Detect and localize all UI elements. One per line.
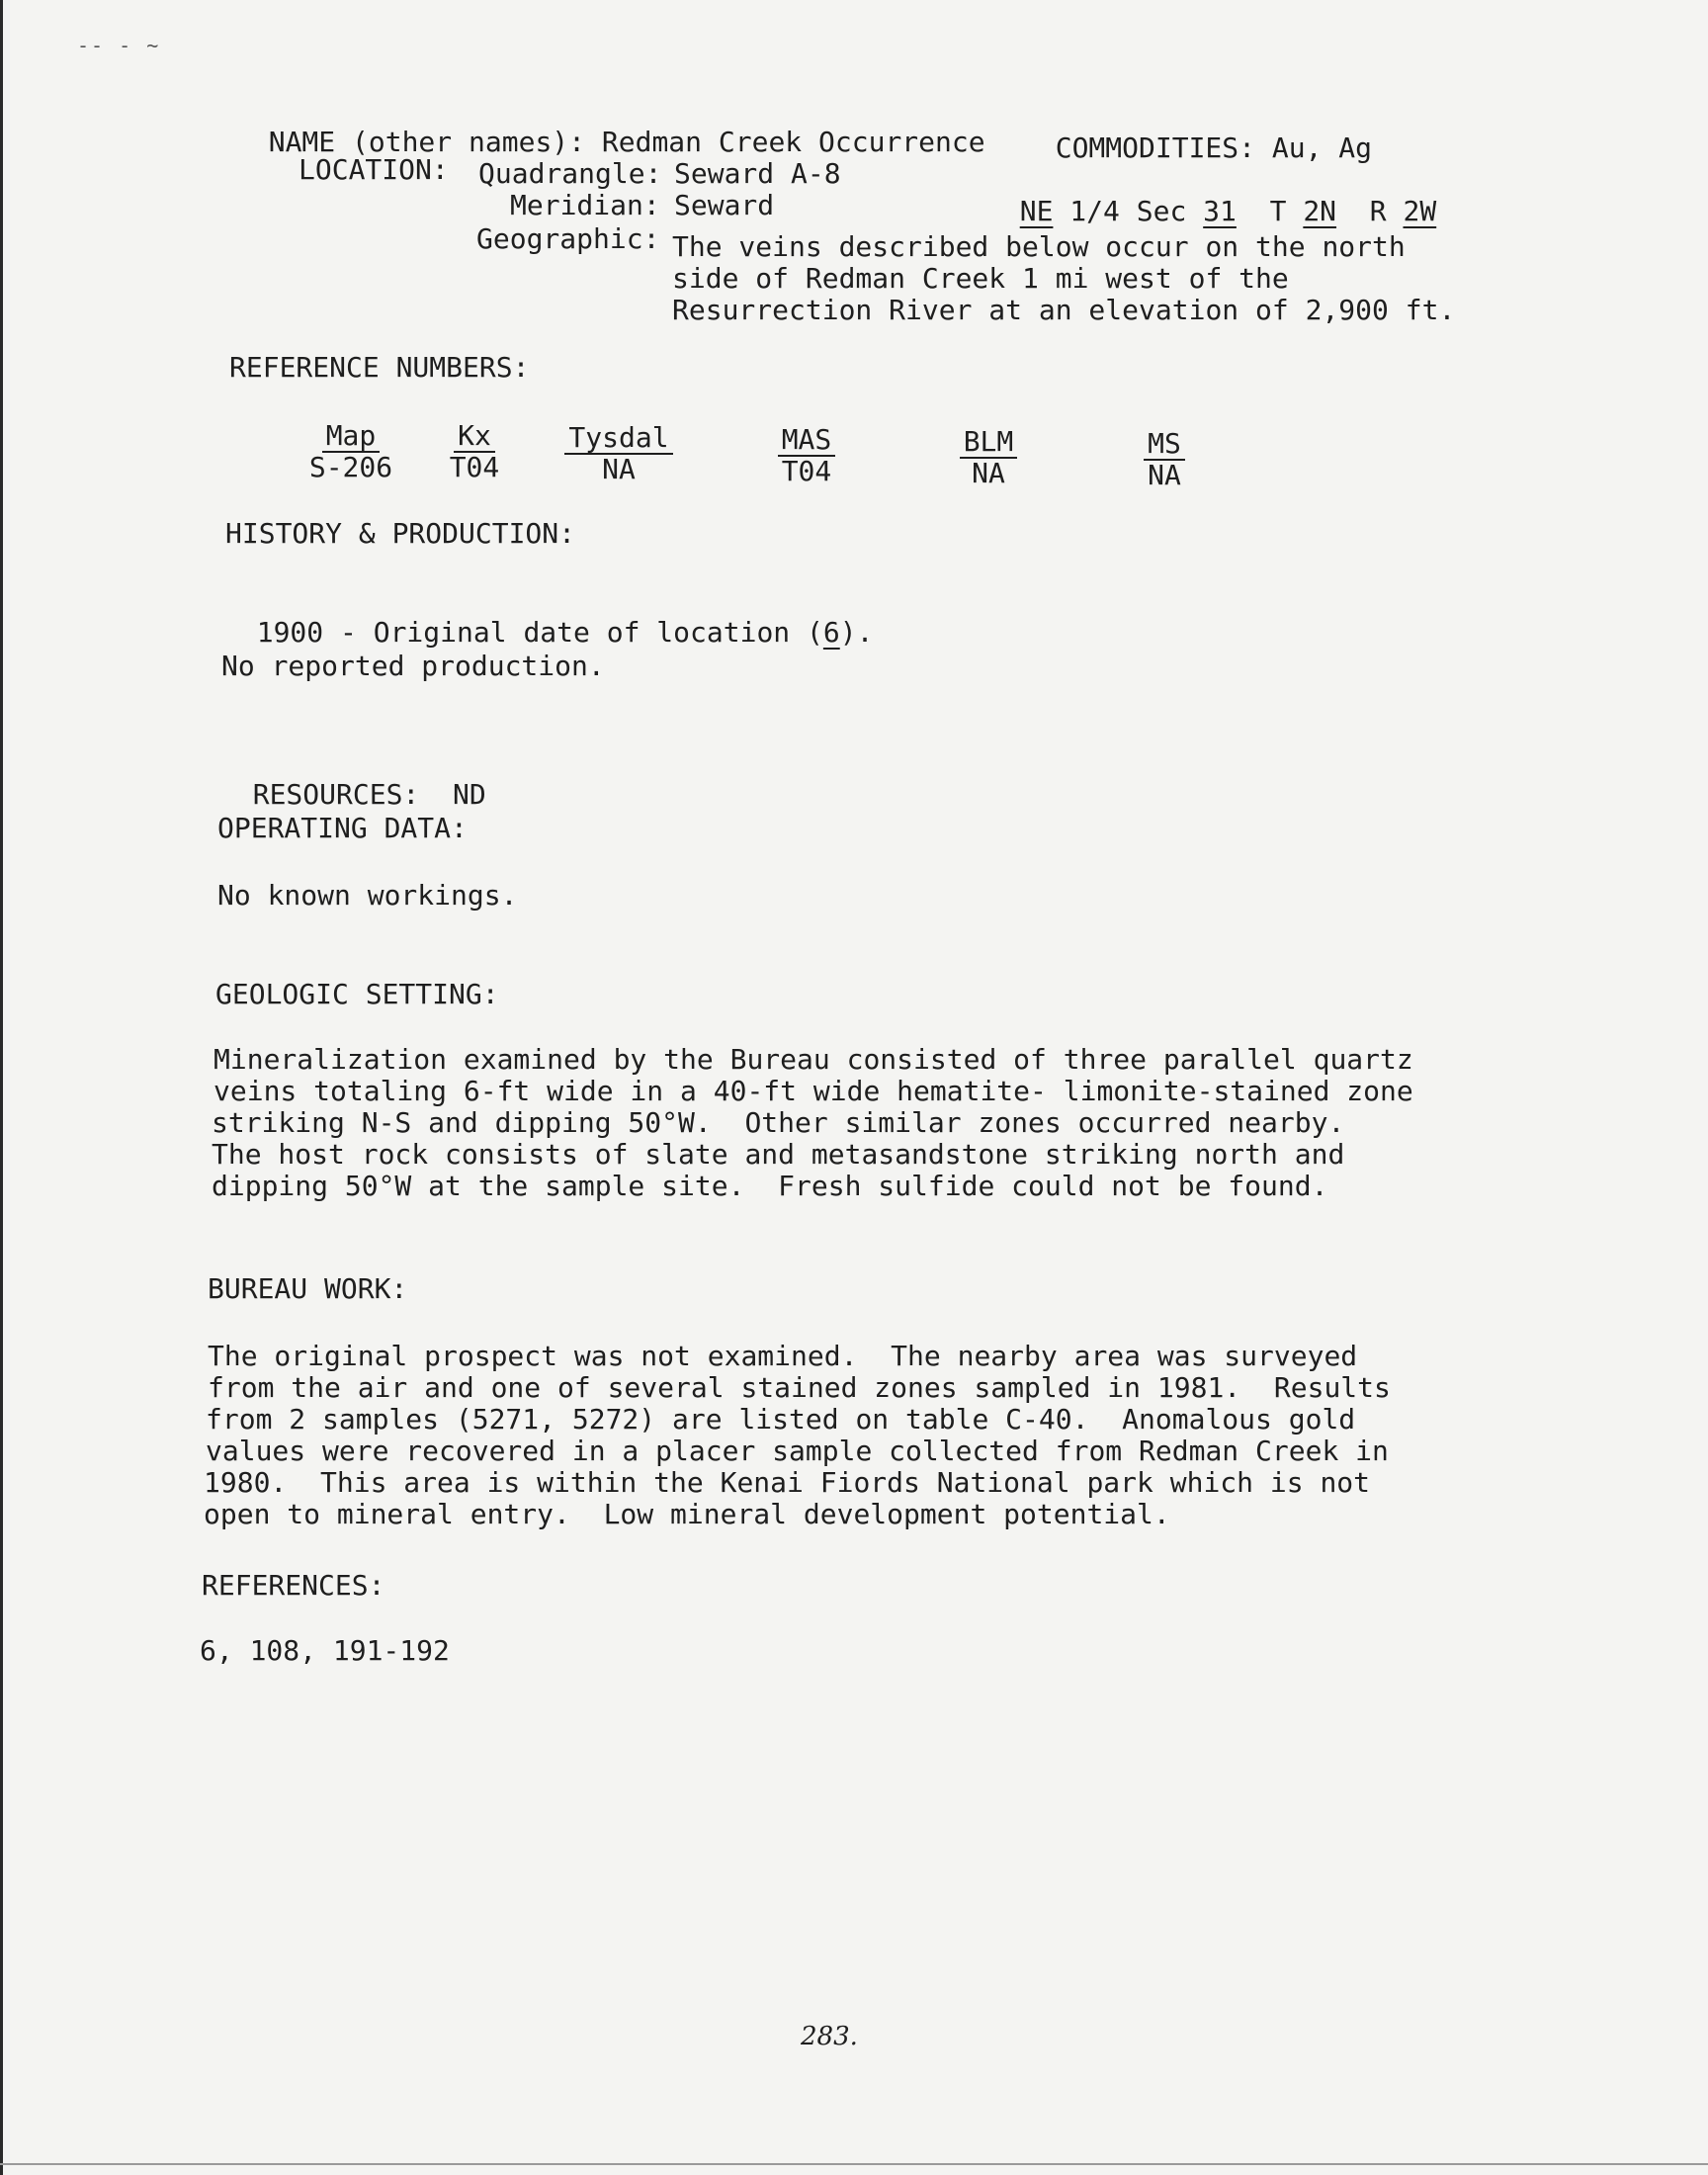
commodities-line [1022, 101, 1372, 164]
history-ref: 6 [822, 616, 840, 649]
geologic-line-2: veins totaling 6-ft wide in a 40-ft wide hematite- limonite-stained zone [214, 1075, 1413, 1107]
history-heading: HISTORY & PRODUCTION: [225, 517, 576, 550]
references-heading: REFERENCES: [202, 1569, 385, 1602]
bureau-line-4: values were recovered in a placer sample collected from Redman Creek in [206, 1435, 1389, 1467]
ref-map-label: Map [322, 421, 381, 453]
ref-blm-value: NA [972, 457, 1005, 489]
ref-ms-label: MS [1144, 429, 1185, 461]
range-label: R [1369, 195, 1387, 227]
ref-tysdal [559, 423, 678, 484]
ref-map-value: S-206 [308, 451, 393, 483]
operating-heading: OPERATING DATA: [217, 812, 468, 844]
history-line-1 [223, 585, 873, 649]
page-edge-bottom [0, 2163, 1708, 2165]
bureau-line-2: from the air and one of several stained zones sampled in 1981. Results [208, 1371, 1391, 1404]
name-line [235, 95, 985, 158]
quarter-section: NE [1019, 195, 1054, 227]
ref-ms [1125, 429, 1204, 490]
geologic-line-1: Mineralization examined by the Bureau consisted of three parallel quartz [214, 1043, 1413, 1076]
geologic-heading: GEOLOGIC SETTING: [215, 978, 499, 1010]
ref-map [297, 421, 405, 482]
bureau-line-6: open to mineral entry. Low mineral development potential. [204, 1498, 1170, 1530]
ref-blm-label: BLM [960, 427, 1018, 459]
range-value: 2W [1403, 195, 1437, 227]
geographic-label: Geographic: [476, 222, 660, 255]
name-value: Redman Creek Occurrence [601, 126, 985, 158]
operating-text: No known workings. [217, 879, 518, 912]
bureau-line-5: 1980. This area is within the Kenai Fiords National park which is not [204, 1466, 1371, 1499]
reference-numbers-heading: REFERENCE NUMBERS: [229, 351, 530, 384]
resources-line [219, 747, 486, 811]
quarter-text: 1/4 Sec [1069, 195, 1187, 227]
resources-value: ND [453, 778, 486, 811]
history-line-1-text: 1900 - Original date of location ( [256, 616, 823, 649]
location-label: LOCATION: [299, 153, 449, 186]
geographic-line-2: side of Redman Creek 1 mi west of the [672, 262, 1289, 295]
bureau-heading: BUREAU WORK: [208, 1272, 408, 1305]
commodities-label: COMMODITIES: [1055, 131, 1256, 164]
ref-mas [767, 425, 846, 486]
quadrangle-value: Seward A-8 [674, 157, 841, 190]
section-number: 31 [1203, 195, 1237, 227]
quadrangle-label: Quadrangle: [478, 157, 662, 190]
township-label: T [1269, 195, 1287, 227]
page-number: 283. [801, 2022, 858, 2051]
history-line-1-end: ). [839, 616, 874, 649]
ref-kx-label: Kx [454, 421, 495, 453]
resources-label: RESOURCES: [252, 778, 420, 811]
ref-kx [435, 421, 514, 482]
geographic-line-1: The veins described below occur on the north [672, 230, 1406, 263]
plss-line [986, 164, 1436, 227]
geologic-line-5: dipping 50°W at the sample site. Fresh sulfide could not be found. [212, 1170, 1328, 1202]
bureau-line-3: from 2 samples (5271, 5272) are listed on table C-40. Anomalous gold [206, 1403, 1356, 1436]
ref-kx-value: T04 [449, 451, 500, 483]
references-text: 6, 108, 191-192 [200, 1634, 450, 1667]
ref-ms-value: NA [1148, 459, 1181, 491]
meridian-value: Seward [674, 189, 775, 221]
ref-mas-value: T04 [781, 455, 832, 487]
geologic-line-3: striking N-S and dipping 50°W. Other similar zones occurred nearby. [212, 1106, 1345, 1139]
page-edge-left [0, 0, 3, 2175]
ref-tysdal-value: NA [602, 453, 636, 485]
history-line-2: No reported production. [221, 650, 605, 682]
corner-mark: -- - ~ [77, 34, 161, 57]
township-value: 2N [1303, 195, 1337, 227]
geographic-line-3: Resurrection River at an elevation of 2,900 ft. [672, 294, 1456, 326]
commodities-value: Au, Ag [1271, 131, 1373, 164]
bureau-line-1: The original prospect was not examined. The nearby area was surveyed [208, 1340, 1358, 1372]
name-label: NAME (other names): [268, 126, 586, 158]
ref-blm [949, 427, 1028, 488]
geologic-line-4: The host rock consists of slate and metasandstone striking north and [212, 1138, 1345, 1171]
ref-tysdal-label: Tysdal [564, 423, 672, 455]
meridian-label: Meridian: [510, 189, 660, 221]
ref-mas-label: MAS [778, 425, 836, 457]
